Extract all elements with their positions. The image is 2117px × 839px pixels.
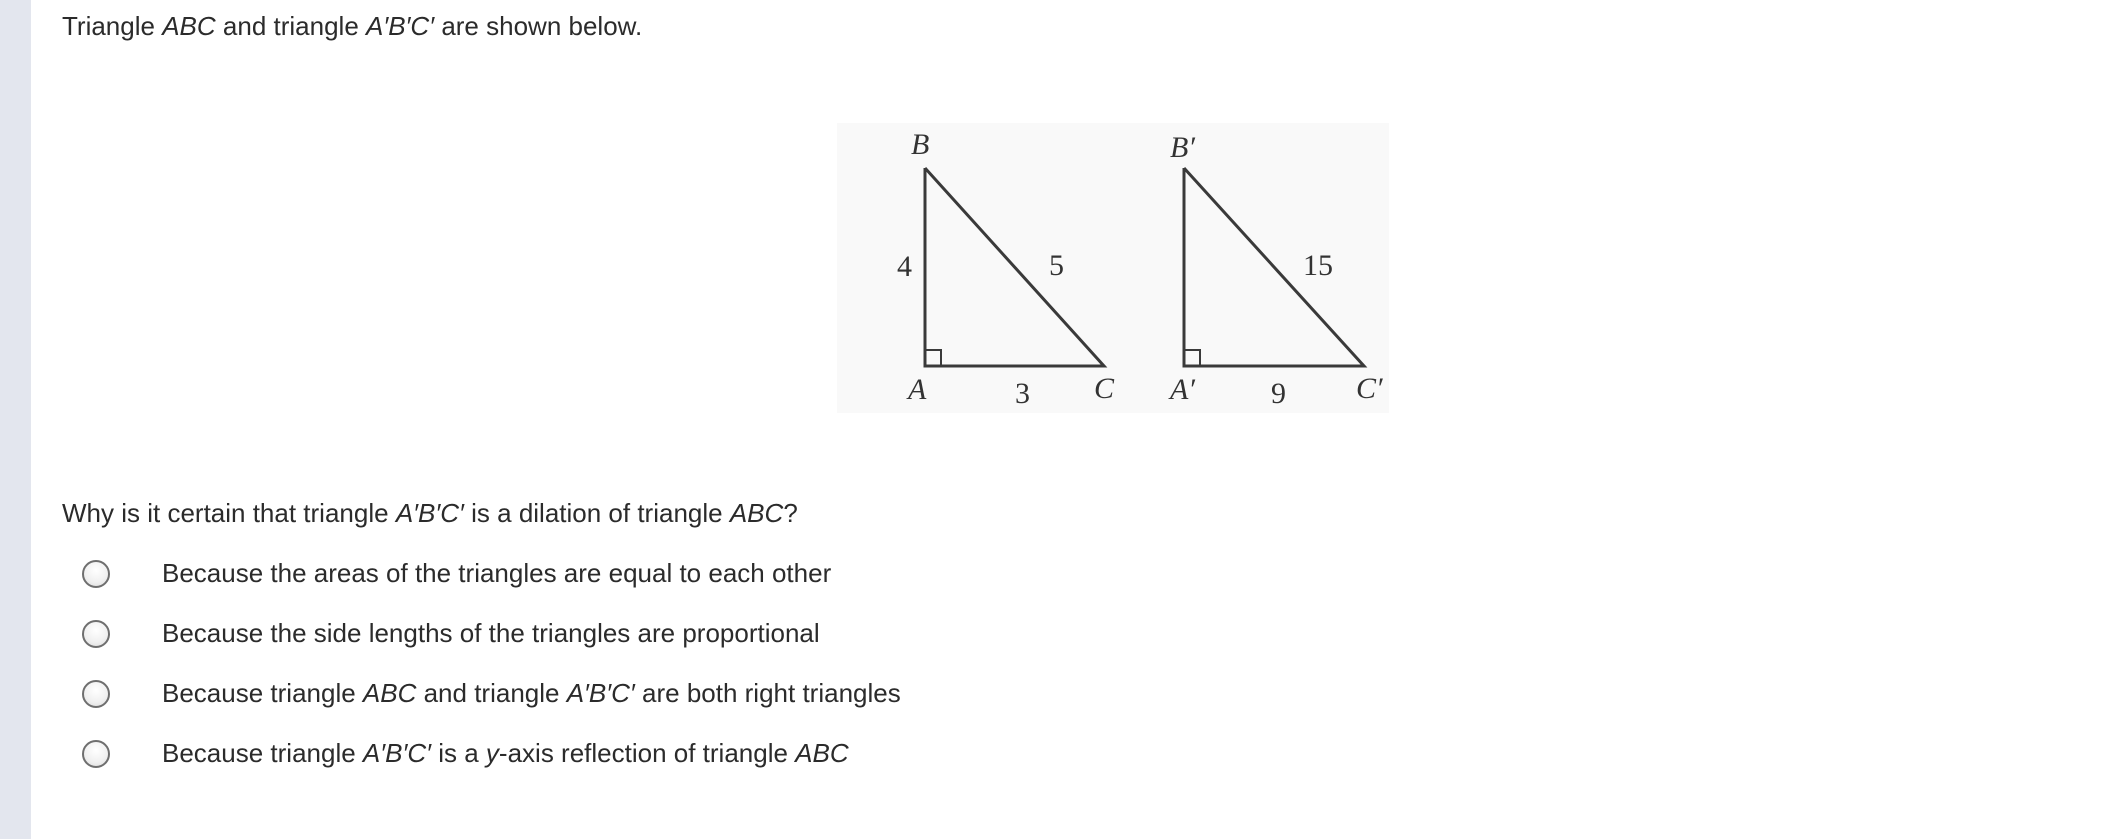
question-text: Why is it certain that triangle A′B′C′ is a dilation of triangle ABC? [62,498,798,528]
triangle-abc [925,168,1104,366]
triangle-abc-outline [925,168,1104,366]
label-b: B [911,128,930,161]
triangles-figure [837,123,1389,413]
radio-button[interactable] [82,740,110,768]
triangles-diagram [837,123,1389,413]
choice-label: Because triangle ABC and triangle A′B′C′ are both right triangles [162,678,901,708]
radio-button[interactable] [82,680,110,708]
label-side-a-prime-c-prime: 9 [1271,377,1286,410]
label-side-bc: 5 [1049,249,1064,282]
label-side-ac: 3 [1015,377,1030,410]
label-c-prime: C′ [1356,372,1383,405]
label-b-prime: B′ [1170,131,1195,164]
label-side-ab: 4 [897,250,912,283]
choice-1[interactable] [82,556,982,596]
label-a: A [908,373,927,406]
left-rail [0,0,31,839]
choice-3[interactable] [82,676,982,716]
choice-2[interactable] [82,616,982,656]
triangle-a-prime-b-prime-c-prime [1184,168,1364,366]
choice-label: Because the areas of the triangles are equal to each other [162,558,832,588]
triangle-prime-right-angle-mark [1184,350,1200,366]
radio-button[interactable] [82,560,110,588]
prompt-text: Triangle ABC and triangle A′B′C′ are shown below. [62,11,643,41]
choice-4[interactable] [82,736,982,776]
triangle-prime-outline [1184,168,1364,366]
label-c: C [1094,372,1115,405]
label-side-b-prime-c-prime: 15 [1303,249,1333,282]
choice-label: Because triangle A′B′C′ is a y-axis reflection of triangle ABC [162,738,849,768]
choice-label: Because the side lengths of the triangles are proportional [162,618,820,648]
question-content [62,0,2117,839]
triangle-abc-right-angle-mark [925,350,941,366]
label-a-prime: A′ [1170,373,1195,406]
radio-button[interactable] [82,620,110,648]
